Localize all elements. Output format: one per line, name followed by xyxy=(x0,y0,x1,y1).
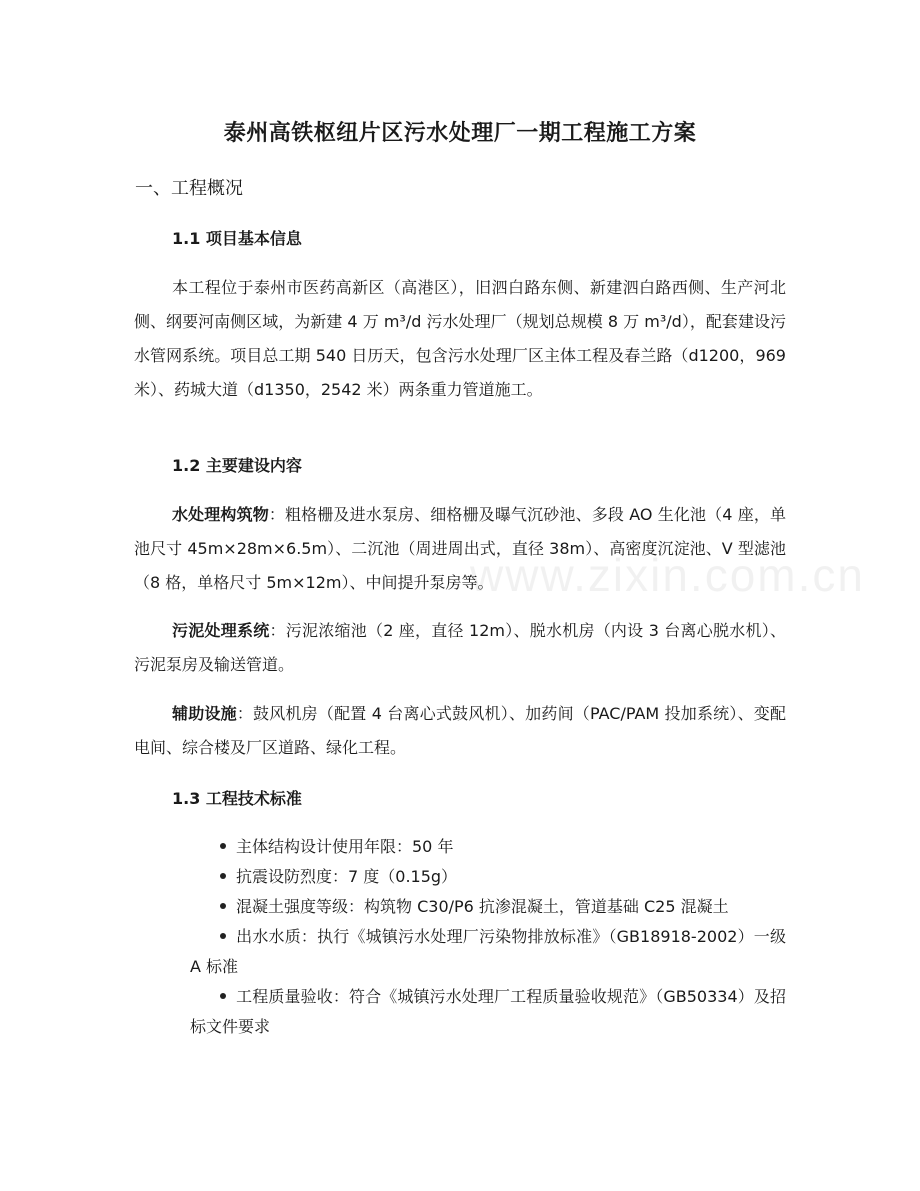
content-text-water-treatment: ：粗格栅及进水泵房、细格栅及曝气沉砂池、多段 AO 生化池（4 座，单池尺寸 45m×28m×6.5m）、二沉池（周进周出式，直径 38m）、高密度沉淀池、V 型滤池（8 格，单格尺寸 5m×12m）、中间提升泵房等。 xyxy=(134,505,786,592)
list-item: 混凝土强度等级：构筑物 C30/P6 抗渗混凝土，管道基础 C25 混凝土 xyxy=(190,892,786,922)
subsection-heading-basic-info: 1.1 项目基本信息 xyxy=(172,229,302,248)
content-label-auxiliary: 辅助设施 xyxy=(172,704,237,723)
content-text-auxiliary: ：鼓风机房（配置 4 台离心式鼓风机）、加药间（PAC/PAM 投加系统）、变配电间、综合楼及厂区道路、绿化工程。 xyxy=(134,704,786,757)
list-item: 抗震设防烈度：7 度（0.15g） xyxy=(190,862,786,892)
content-paragraph-water-treatment xyxy=(134,498,786,600)
content-paragraph-sludge xyxy=(134,614,786,682)
watermark: www.zixin.com.cn xyxy=(470,549,865,601)
basic-info-paragraph: 本工程位于泰州市医药高新区（高港区），旧泗白路东侧、新建泗白路西侧、生产河北侧、纲要河南侧区域，为新建 4 万 m³/d 污水处理厂（规划总规模 8 万 m³/d），配套建设污水管网系统。项目总工期 540 日历天，包含污水处理厂区主体工程及春兰路（d1200，969 米）、药城大道（d1350，2542 米）两条重力管道施工。 xyxy=(134,278,786,399)
document-title: 泰州高铁枢纽片区污水处理厂一期工程施工方案 xyxy=(223,121,697,146)
subsection-heading-technical-standards: 1.3 工程技术标准 xyxy=(172,789,302,808)
bullet-dot-icon xyxy=(220,993,226,999)
bullet-dot-icon xyxy=(220,873,226,879)
technical-standards-list xyxy=(190,832,786,1042)
content-paragraph-auxiliary xyxy=(134,697,786,765)
list-item: 出水水质：执行《城镇污水处理厂污染物排放标准》（GB18918-2002）一级 A 标准 xyxy=(190,927,786,976)
bullet-dot-icon xyxy=(220,933,226,939)
bullet-dot-icon xyxy=(220,843,226,849)
list-item: 主体结构设计使用年限：50 年 xyxy=(190,832,786,862)
content-label-sludge: 污泥处理系统 xyxy=(172,621,270,640)
content-label-water-treatment: 水处理构筑物 xyxy=(172,505,269,524)
bullet-dot-icon xyxy=(220,903,226,909)
section-heading-overview: 一、工程概况 xyxy=(135,178,243,199)
subsection-heading-construction-content: 1.2 主要建设内容 xyxy=(172,456,302,475)
list-item: 工程质量验收：符合《城镇污水处理厂工程质量验收规范》（GB50334）及招标文件要求 xyxy=(190,987,786,1036)
content-text-sludge: ：污泥浓缩池（2 座，直径 12m）、脱水机房（内设 3 台离心脱水机）、污泥泵房及输送管道。 xyxy=(134,621,786,674)
